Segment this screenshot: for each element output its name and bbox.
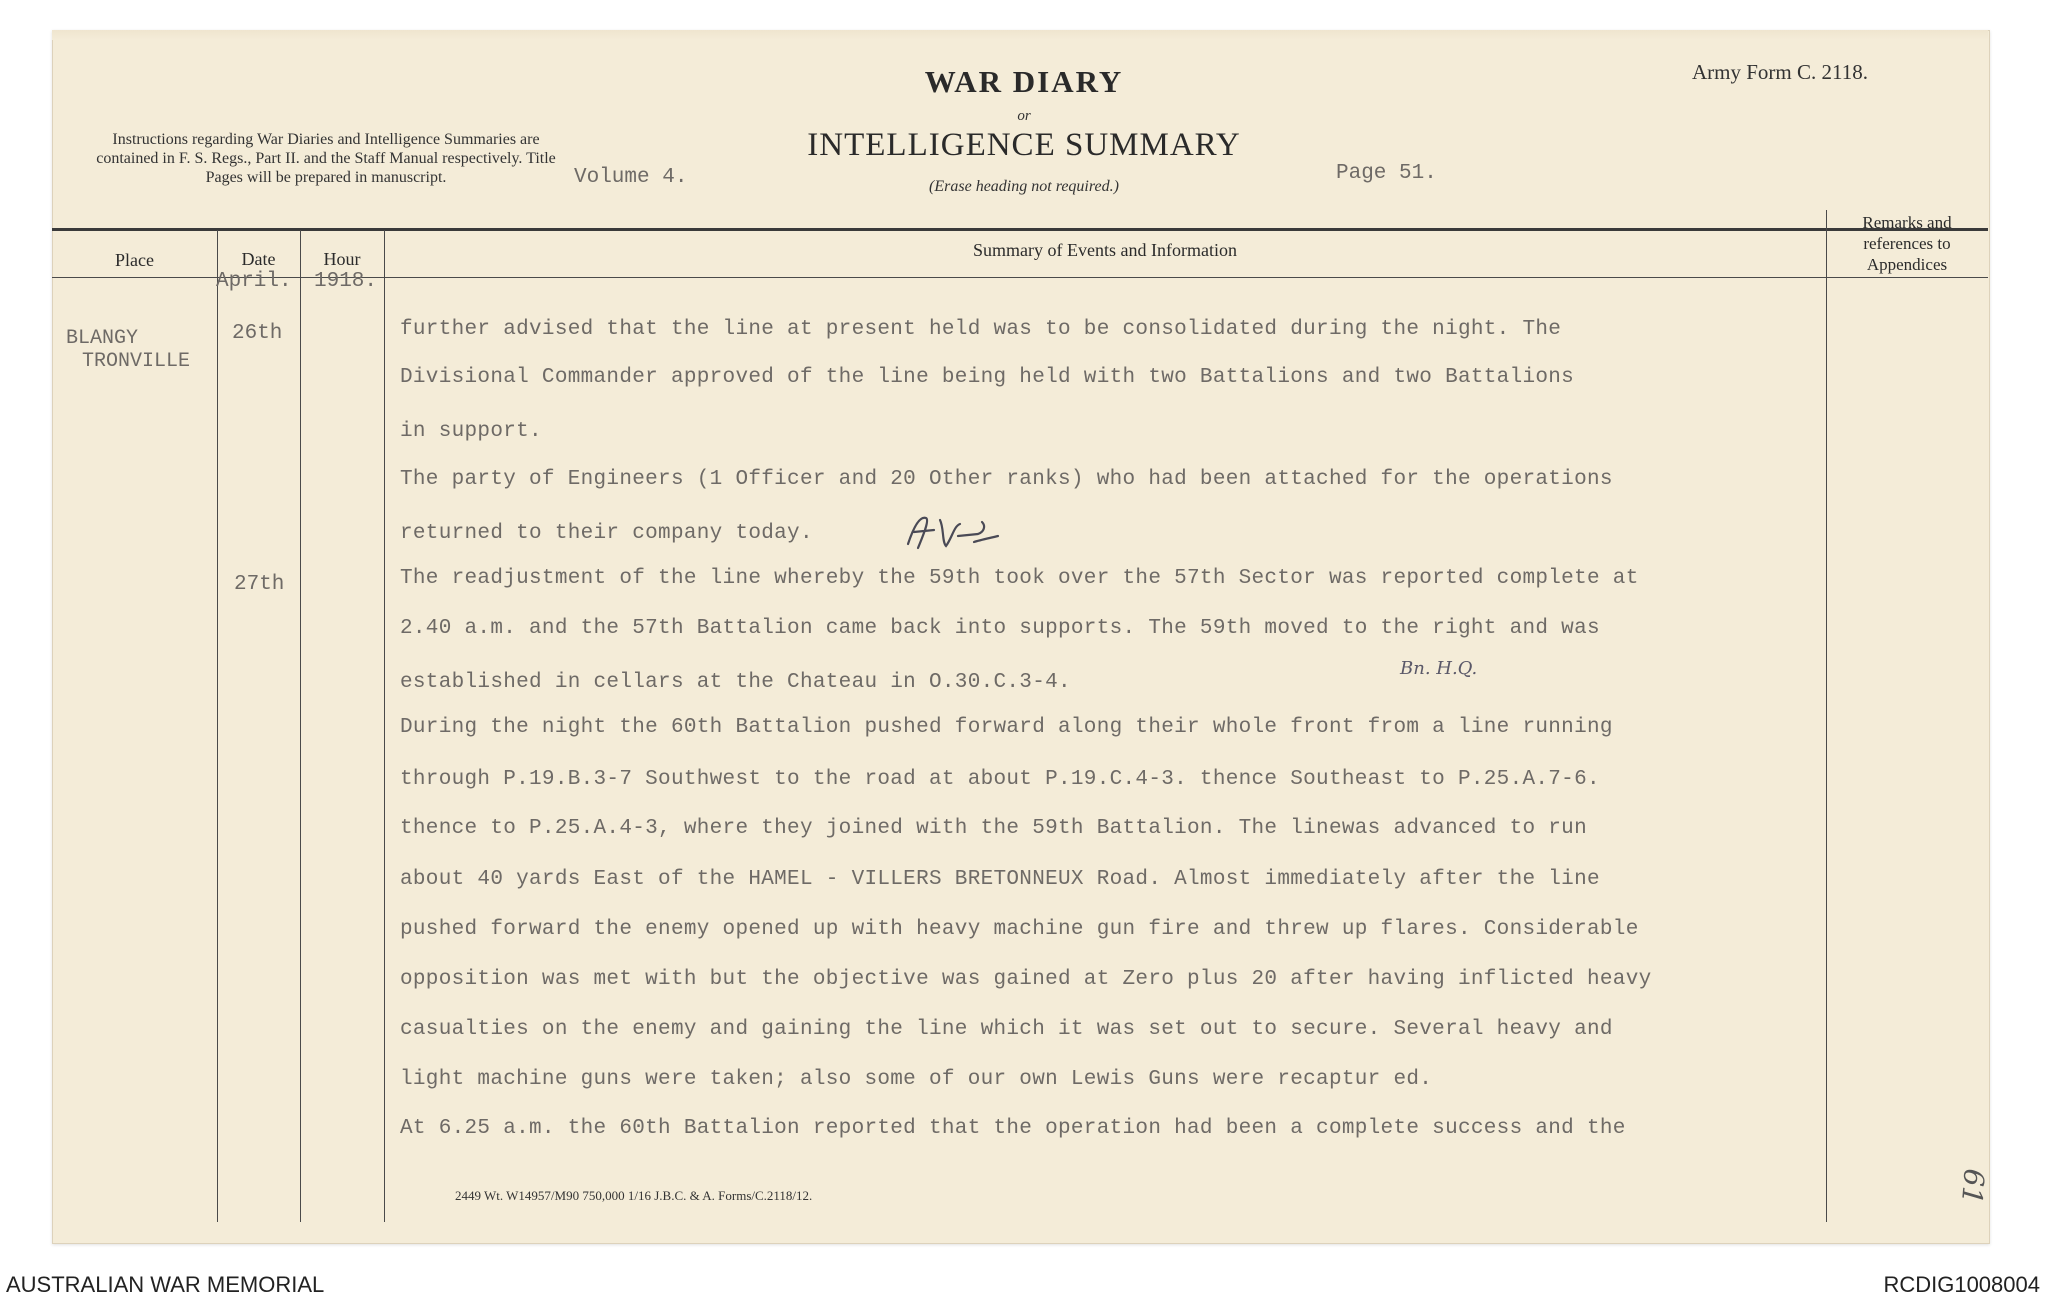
date-26th: 26th bbox=[232, 322, 283, 345]
entry-line: about 40 yards East of the HAMEL - VILLERS BRETONNEUX Road. Almost immediately after the line bbox=[400, 868, 1600, 891]
caption-record-id: RCDIG1008004 bbox=[1883, 1272, 2040, 1297]
handwritten-insert: Bn. H.Q. bbox=[1400, 658, 1478, 679]
col-header-remarks-3: Appendices bbox=[1866, 255, 1948, 274]
entry-line: During the night the 60th Battalion pushed forward along their whole front from a line running bbox=[400, 716, 1613, 739]
title-intelligence-summary: INTELLIGENCE SUMMARY bbox=[807, 127, 1241, 163]
entry-line: through P.19.B.3-7 Southwest to the road at about P.19.C.4-3. thence Southeast to P.25.A.7-6. bbox=[400, 768, 1600, 791]
entry-line: light machine guns were taken; also some of our own Lewis Guns were recaptur ed. bbox=[400, 1068, 1433, 1091]
page-number: Page 51. bbox=[1336, 162, 1437, 185]
entry-line: opposition was met with but the objective was gained at Zero plus 20 after having inflicted heavy bbox=[400, 968, 1652, 991]
month-label: April. bbox=[216, 270, 292, 293]
entry-line: thence to P.25.A.4-3, where they joined with the 59th Battalion. The linewas advanced to run bbox=[400, 817, 1587, 840]
col-header-remarks-2: references to bbox=[1863, 234, 1951, 253]
place-date-divider bbox=[217, 230, 218, 1222]
entry-line: established in cellars at the Chateau in O.30.C.3-4. bbox=[400, 671, 1071, 694]
entry-line: The party of Engineers (1 Officer and 20 Other ranks) who had been attached for the operations bbox=[400, 468, 1613, 491]
table-top-rule bbox=[52, 228, 1988, 231]
side-page-number: 61 bbox=[1954, 1167, 1991, 1206]
entry-line: 2.40 a.m. and the 57th Battalion came back into supports. The 59th moved to the right and was bbox=[400, 617, 1600, 640]
title-war-diary: WAR DIARY bbox=[924, 64, 1124, 99]
entry-line: At 6.25 a.m. the 60th Battalion reported that the operation had been a complete success and the bbox=[400, 1117, 1626, 1140]
entry-line: Divisional Commander approved of the line being held with two Battalions and two Battalions bbox=[400, 366, 1575, 389]
entry-line: in support. bbox=[400, 420, 542, 443]
col-header-place: Place bbox=[115, 250, 154, 270]
date-hour-divider bbox=[300, 230, 301, 1222]
volume-number: Volume 4. bbox=[574, 166, 688, 189]
entry-line: returned to their company today. bbox=[400, 522, 813, 545]
col-header-remarks-1: Remarks and bbox=[1862, 213, 1952, 232]
form-print-line: 2449 Wt. W14957/M90 750,000 1/16 J.B.C. & A. Forms/C.2118/12. bbox=[455, 1188, 813, 1203]
place-tronville: TRONVILLE bbox=[82, 350, 191, 373]
entry-line: casualties on the enemy and gaining the line which it was set out to secure. Several heavy and bbox=[400, 1018, 1613, 1041]
entry-line: The readjustment of the line whereby the 59th took over the 57th Sector was reported complete at bbox=[400, 567, 1639, 590]
hour-summary-divider bbox=[384, 230, 385, 1222]
entry-line: pushed forward the enemy opened up with heavy machine gun fire and threw up flares. Considerable bbox=[400, 918, 1639, 941]
date-27th: 27th bbox=[234, 573, 285, 596]
summary-remarks-divider bbox=[1826, 210, 1827, 1222]
col-header-hour: Hour bbox=[323, 249, 361, 269]
year-label: 1918. bbox=[314, 270, 378, 293]
army-form-number: Army Form C. 2118. bbox=[1692, 60, 1868, 84]
sheet-edge bbox=[52, 30, 1988, 40]
entry-line: further advised that the line at present held was to be consolidated during the night. The bbox=[400, 318, 1562, 341]
title-or: or bbox=[1017, 108, 1031, 124]
caption-archive: AUSTRALIAN WAR MEMORIAL bbox=[6, 1272, 325, 1297]
place-blangy: BLANGY bbox=[66, 327, 139, 350]
handwritten-initials bbox=[900, 508, 1020, 556]
col-header-date: Date bbox=[241, 249, 276, 269]
col-header-summary: Summary of Events and Information bbox=[973, 240, 1237, 260]
instructions-text: Instructions regarding War Diaries and Intelligence Summaries are contained in F. S. Regs., Part II. and the Staff Manual respectively. Title Pages will be prepared in manuscript. bbox=[96, 131, 556, 186]
erase-note: (Erase heading not required.) bbox=[929, 178, 1119, 195]
